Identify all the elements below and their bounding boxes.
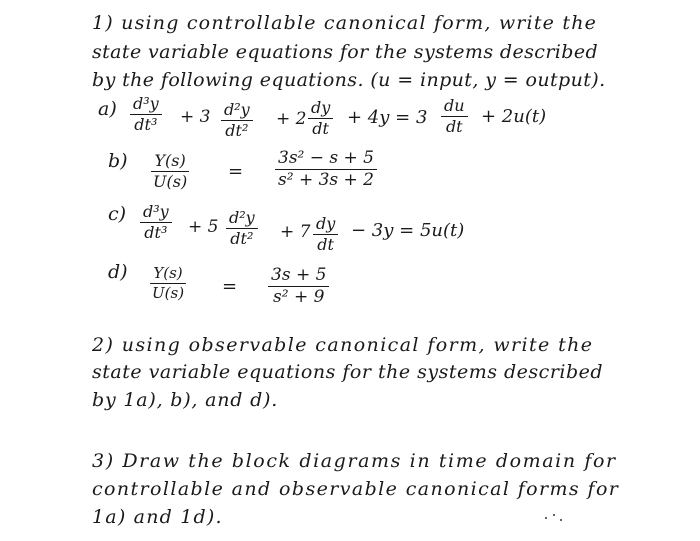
fraction-numerator: 3s² − s + 5 [275, 150, 377, 170]
equation-a-term-dy-dt [308, 100, 333, 137]
equation-b-equals: = [228, 161, 244, 182]
pen-speck [560, 519, 562, 521]
equation-c-term-d3y-dt3 [140, 204, 172, 241]
fraction-numerator: d³y [140, 204, 172, 223]
problem-2-line-2: state variable equations for the systems described [92, 361, 604, 383]
fraction-numerator: Y(s) [150, 266, 185, 284]
fraction-numerator: du [441, 98, 468, 117]
equation-c-term-dy-dt [313, 216, 338, 253]
fraction-numerator: d²y [226, 210, 258, 229]
problem-1-line-2: state variable equations for the systems described [92, 41, 599, 63]
equation-d-equals: = [222, 276, 238, 297]
equation-c-term-d2y-dt2 [226, 210, 258, 247]
fraction-denominator: U(s) [153, 172, 188, 191]
fraction-numerator: 3s + 5 [268, 267, 329, 287]
equation-d-label: d) [108, 261, 128, 283]
problem-1-line-3: by the following equations. (u = input, y = output). [92, 69, 606, 91]
problem-3-line-2: controllable and observable canonical forms for [92, 478, 620, 500]
equation-a-operator-3: + 4y = 3 [347, 107, 428, 128]
equation-c-rest: − 3y = 5u(t) [351, 220, 465, 241]
fraction-denominator: dt² [230, 229, 254, 248]
equation-a-term-d3y-dt3 [130, 96, 162, 133]
problem-3-line-1: 3) Draw the block diagrams in time domain for [92, 450, 617, 472]
equation-b-label: b) [108, 150, 128, 172]
equation-b-lhs [150, 153, 190, 190]
equation-c-label: c) [108, 203, 127, 225]
fraction-numerator: dy [308, 100, 333, 119]
pen-speck [553, 514, 555, 516]
fraction-numerator: Y(s) [151, 153, 188, 172]
fraction-denominator: U(s) [152, 284, 185, 302]
equation-d-rhs [268, 267, 329, 306]
fraction-denominator: dt³ [134, 115, 158, 134]
equation-a-term-d2y-dt2 [221, 102, 253, 139]
fraction-denominator: dt [317, 235, 334, 254]
equation-d-lhs [149, 266, 187, 301]
pen-speck [545, 517, 547, 519]
equation-a-operator-1: + 3 [180, 107, 211, 127]
fraction-denominator: dt² [225, 121, 249, 140]
problem-1-line-1: 1) using controllable canonical form, write the [92, 12, 598, 34]
equation-a-label: a) [98, 98, 117, 120]
equation-a-term-du-dt [441, 98, 468, 135]
fraction-denominator: dt [312, 119, 329, 138]
equation-c-operator-2: + 7 [280, 222, 311, 242]
fraction-numerator: dy [313, 216, 338, 235]
fraction-denominator: dt [445, 117, 463, 136]
equation-c-operator-1: + 5 [188, 217, 219, 237]
fraction-denominator: s² + 9 [273, 287, 325, 307]
fraction-denominator: dt³ [144, 223, 168, 242]
problem-2-line-1: 2) using observable canonical form, write the [92, 334, 594, 356]
equation-a-operator-2: + 2 [276, 109, 307, 129]
problem-3-line-3: 1a) and 1d). [92, 506, 223, 528]
fraction-denominator: s² + 3s + 2 [278, 170, 374, 190]
problem-2-line-3: by 1a), b), and d). [92, 389, 279, 411]
fraction-numerator: d²y [221, 102, 253, 121]
fraction-numerator: d³y [130, 96, 162, 115]
equation-a-rest: + 2u(t) [481, 106, 547, 127]
equation-b-rhs [275, 150, 377, 189]
